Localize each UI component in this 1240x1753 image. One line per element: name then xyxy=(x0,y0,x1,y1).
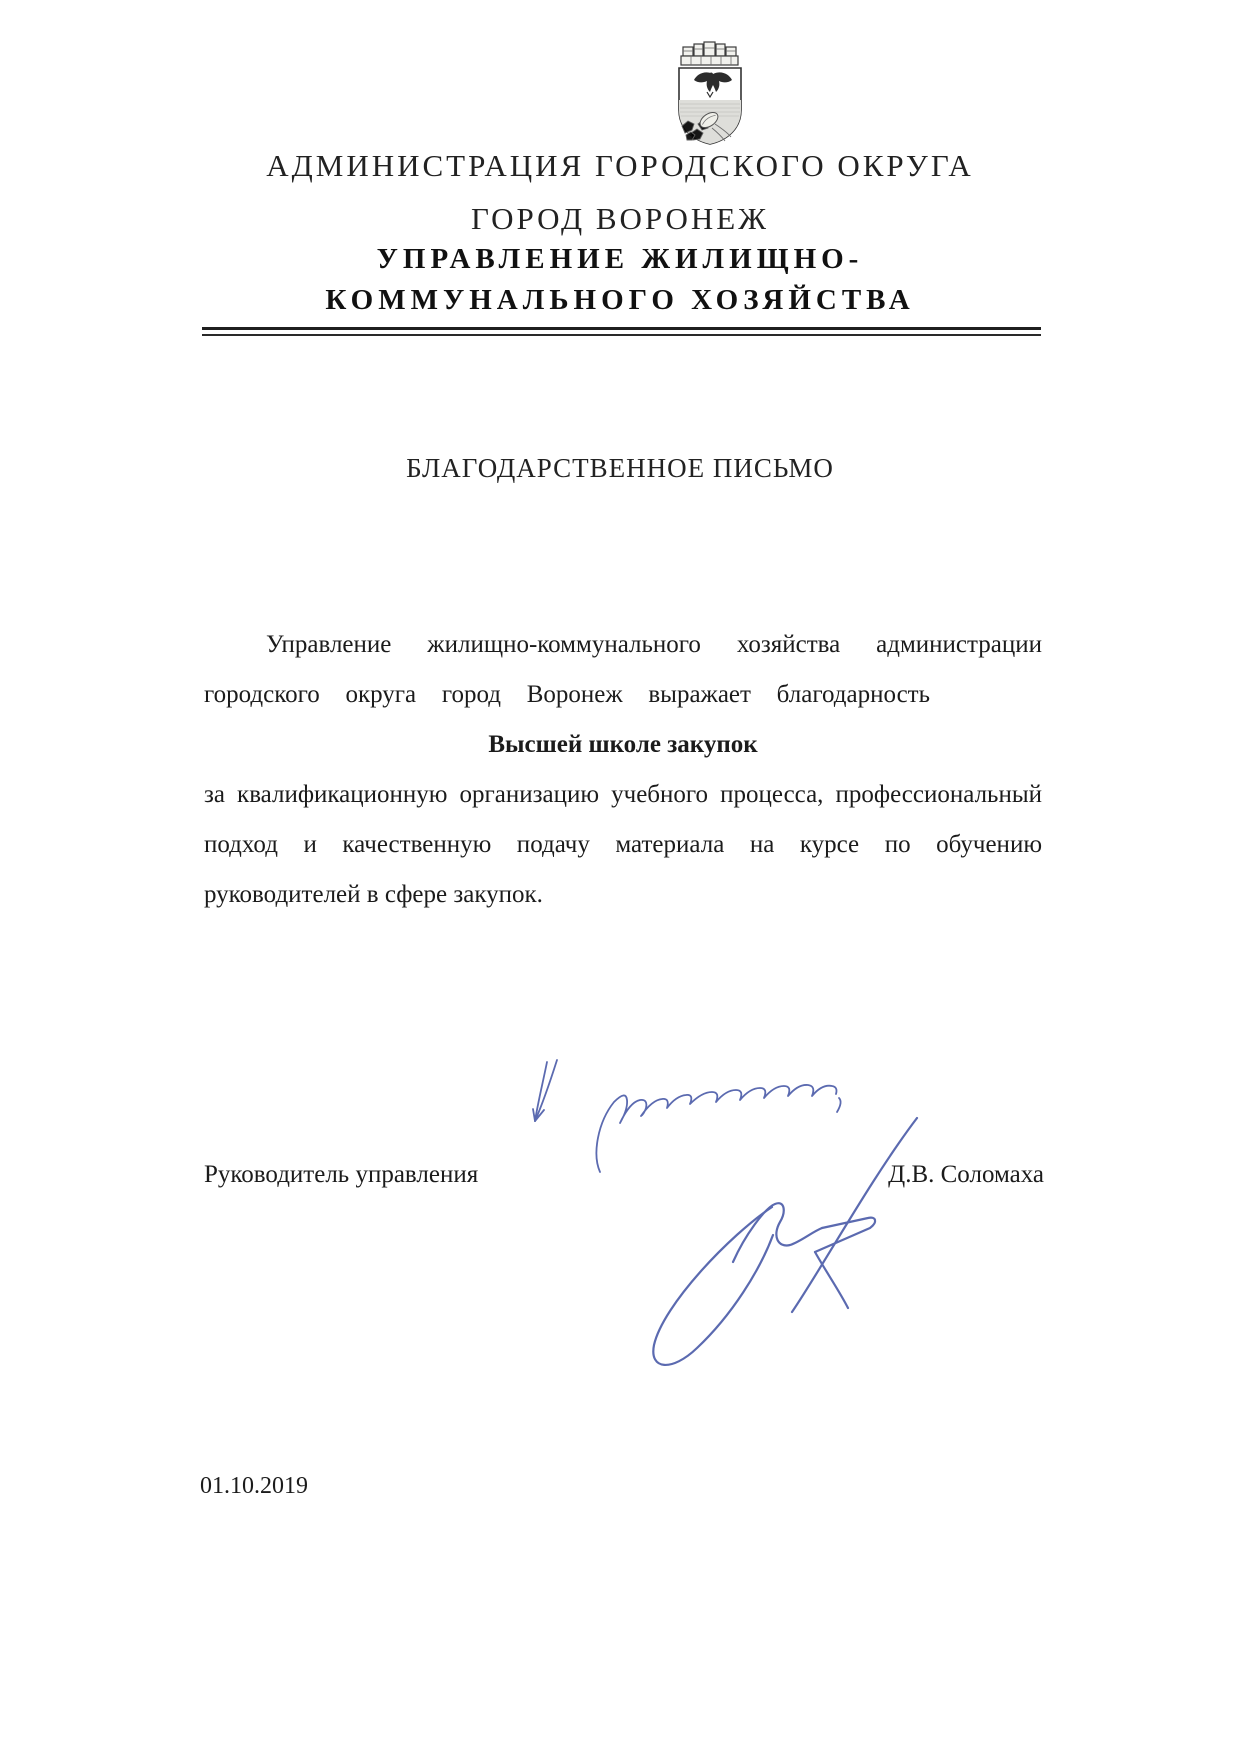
org-name-line1: АДМИНИСТРАЦИЯ ГОРОДСКОГО ОКРУГА xyxy=(266,148,974,183)
body-line-4: за квалификационную организацию учебного процесса, профессиональный xyxy=(204,781,1042,808)
document-date: 01.10.2019 xyxy=(200,1473,308,1499)
body-line-1: Управление жилищно-коммунального хозяйства администрации xyxy=(266,631,1042,658)
signatory-position: Руководитель управления xyxy=(204,1161,479,1188)
department-line1: УПРАВЛЕНИЕ ЖИЛИЩНО- xyxy=(376,243,864,275)
body-line-6: руководителей в сфере закупок. xyxy=(204,881,543,908)
body-line-2: городского округа город Воронеж выражает благодарность xyxy=(204,681,930,708)
department-line2: КОММУНАЛЬНОГО ХОЗЯЙСТВА xyxy=(325,284,915,316)
document-title: БЛАГОДАРСТВЕННОЕ ПИСЬМО xyxy=(406,453,834,483)
org-name-line2: ГОРОД ВОРОНЕЖ xyxy=(470,201,770,236)
signature-row xyxy=(204,1150,1044,1200)
letter-body xyxy=(204,620,1042,920)
signatory-name: Д.В. Соломаха xyxy=(888,1161,1044,1188)
body-line-5: подход и качественную подачу материала на курсе по обучению xyxy=(204,831,1042,858)
header-divider xyxy=(202,327,1041,336)
voronezh-coat-of-arms-icon xyxy=(671,40,749,148)
handwritten-signature xyxy=(450,1030,950,1400)
recipient-name: Высшей школе закупок xyxy=(488,731,758,758)
